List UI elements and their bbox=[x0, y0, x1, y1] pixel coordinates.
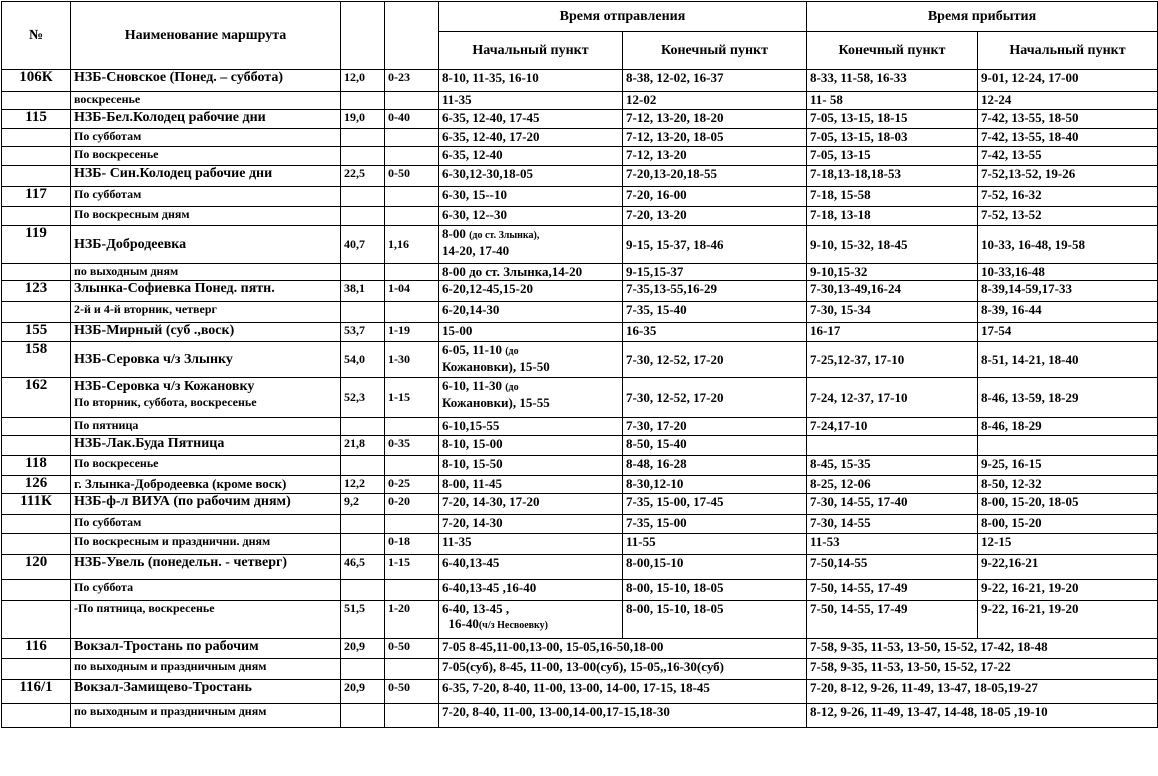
route-name-days: По вторник, суббота, воскресенье bbox=[74, 395, 257, 409]
arr-end-cell: 11- 58 bbox=[807, 92, 978, 110]
dep-start-cell: 8-00, 11-45 bbox=[439, 476, 623, 494]
header-arr-end: Конечный пункт bbox=[807, 32, 978, 70]
route-name: НЗБ-Увель (понедельн. - четверг) bbox=[71, 555, 341, 580]
route-number bbox=[2, 92, 71, 110]
dep-end-cell: 7-35,13-55,16-29 bbox=[623, 281, 807, 302]
route-distance bbox=[341, 418, 385, 436]
route-distance: 19,0 bbox=[341, 110, 385, 129]
route-duration: 1-15 bbox=[385, 555, 439, 580]
route-name: НЗБ-Бел.Колодец рабочие дни bbox=[71, 110, 341, 129]
route-distance: 20,9 bbox=[341, 680, 385, 704]
arr-start-cell: 8-39, 16-44 bbox=[978, 302, 1158, 323]
time-text: 6-40, 13-45 , bbox=[442, 601, 510, 616]
dep-end-cell: 7-35, 15-00, 17-45 bbox=[623, 494, 807, 515]
route-name: по выходным дням bbox=[71, 264, 341, 281]
route-duration: 1-30 bbox=[385, 342, 439, 378]
route-duration: 1-15 bbox=[385, 378, 439, 418]
arr-start-cell: 8-39,14-59,17-33 bbox=[978, 281, 1158, 302]
arr-start-cell: 8-46, 18-29 bbox=[978, 418, 1158, 436]
dep-start-cell: 6-30, 15--10 bbox=[439, 187, 623, 207]
dep-end-cell: 7-35, 15-00 bbox=[623, 515, 807, 534]
route-distance bbox=[341, 659, 385, 680]
arrival-times: 8-12, 9-26, 11-49, 13-47, 14-48, 18-05 ,19-10 bbox=[807, 704, 1158, 728]
route-number bbox=[2, 302, 71, 323]
dep-start-cell: 6-10,15-55 bbox=[439, 418, 623, 436]
time-text: 16-40 bbox=[448, 616, 479, 631]
dep-start-cell: 11-35 bbox=[439, 92, 623, 110]
arr-start-cell: 8-51, 14-21, 18-40 bbox=[978, 342, 1158, 378]
route-duration bbox=[385, 264, 439, 281]
dep-start-cell: 8-00 до ст. Злынка,14-20 bbox=[439, 264, 623, 281]
route-number: 111К bbox=[2, 494, 71, 515]
route-number bbox=[2, 580, 71, 601]
route-distance: 12,0 bbox=[341, 70, 385, 92]
departure-times: 7-05 8-45,11-00,13-00, 15-05,16-50,18-00 bbox=[439, 639, 807, 659]
route-duration: 0-50 bbox=[385, 166, 439, 187]
route-duration: 0-40 bbox=[385, 110, 439, 129]
route-distance: 53,7 bbox=[341, 323, 385, 342]
route-duration: 0-23 bbox=[385, 70, 439, 92]
arr-end-cell: 16-17 bbox=[807, 323, 978, 342]
route-duration: 1-04 bbox=[385, 281, 439, 302]
header-arrival: Время прибытия bbox=[807, 2, 1158, 32]
arrival-times: 7-58, 9-35, 11-53, 13-50, 15-52, 17-22 bbox=[807, 659, 1158, 680]
arr-start-cell: 9-22, 16-21, 19-20 bbox=[978, 580, 1158, 601]
header-dep-end: Конечный пункт bbox=[623, 32, 807, 70]
arr-start-cell: 8-00, 15-20, 18-05 bbox=[978, 494, 1158, 515]
arr-start-cell: 10-33,16-48 bbox=[978, 264, 1158, 281]
route-name: НЗБ-Добродеевка bbox=[71, 226, 341, 264]
arr-start-cell: 7-42, 13-55, 18-50 bbox=[978, 110, 1158, 129]
route-duration: 0-50 bbox=[385, 639, 439, 659]
arr-start-cell: 7-52,13-52, 19-26 bbox=[978, 166, 1158, 187]
route-number bbox=[2, 659, 71, 680]
arr-start-cell: 8-00, 15-20 bbox=[978, 515, 1158, 534]
arr-end-cell: 7-25,12-37, 17-10 bbox=[807, 342, 978, 378]
dep-start-cell bbox=[439, 226, 623, 264]
route-distance bbox=[341, 704, 385, 728]
dep-start-cell bbox=[439, 601, 623, 639]
dep-start-cell: 6-20,12-45,15-20 bbox=[439, 281, 623, 302]
route-duration bbox=[385, 704, 439, 728]
dep-end-cell: 7-35, 15-40 bbox=[623, 302, 807, 323]
arr-end-cell: 7-24, 12-37, 17-10 bbox=[807, 378, 978, 418]
route-number bbox=[2, 436, 71, 456]
route-distance: 21,8 bbox=[341, 436, 385, 456]
route-number: 158 bbox=[2, 342, 71, 378]
dep-start-cell: 11-35 bbox=[439, 534, 623, 555]
arr-start-cell: 9-22, 16-21, 19-20 bbox=[978, 601, 1158, 639]
route-name: по выходным и праздничным дням bbox=[71, 659, 341, 680]
route-duration: 0-18 bbox=[385, 534, 439, 555]
dep-start-cell: 8-10, 11-35, 16-10 bbox=[439, 70, 623, 92]
dep-end-cell: 8-48, 16-28 bbox=[623, 456, 807, 476]
arr-end-cell: 7-05, 13-15 bbox=[807, 147, 978, 166]
route-number bbox=[2, 207, 71, 226]
dep-end-cell: 11-55 bbox=[623, 534, 807, 555]
arr-start-cell: 9-01, 12-24, 17-00 bbox=[978, 70, 1158, 92]
dep-end-cell: 9-15, 15-37, 18-46 bbox=[623, 226, 807, 264]
route-duration: 0-35 bbox=[385, 436, 439, 456]
route-name: Вокзал-Тростань по рабочим bbox=[71, 639, 341, 659]
route-name: НЗБ-Сновское (Понед. – суббота) bbox=[71, 70, 341, 92]
arr-end-cell: 7-05, 13-15, 18-15 bbox=[807, 110, 978, 129]
time-note: (до bbox=[505, 382, 519, 393]
route-duration: 0-20 bbox=[385, 494, 439, 515]
route-duration bbox=[385, 302, 439, 323]
route-distance bbox=[341, 456, 385, 476]
dep-start-cell: 6-20,14-30 bbox=[439, 302, 623, 323]
arr-end-cell: 7-05, 13-15, 18-03 bbox=[807, 129, 978, 147]
dep-end-cell: 8-00, 15-10, 18-05 bbox=[623, 580, 807, 601]
route-distance bbox=[341, 129, 385, 147]
route-number: 123 bbox=[2, 281, 71, 302]
arr-end-cell: 11-53 bbox=[807, 534, 978, 555]
time-text: 8-00 bbox=[442, 226, 466, 241]
route-name: По пятница bbox=[71, 418, 341, 436]
arr-end-cell: 7-30, 14-55, 17-40 bbox=[807, 494, 978, 515]
route-name: 2-й и 4-й вторник, четверг bbox=[71, 302, 341, 323]
route-name: НЗБ-Лак.Буда Пятница bbox=[71, 436, 341, 456]
route-number: 162 bbox=[2, 378, 71, 418]
dep-end-cell: 7-20, 13-20 bbox=[623, 207, 807, 226]
arr-end-cell: 7-24,17-10 bbox=[807, 418, 978, 436]
arr-end-cell: 7-50, 14-55, 17-49 bbox=[807, 580, 978, 601]
route-name: По субботам bbox=[71, 515, 341, 534]
route-number: 126 bbox=[2, 476, 71, 494]
route-distance: 9,2 bbox=[341, 494, 385, 515]
dep-start-cell: 6-35, 12-40 bbox=[439, 147, 623, 166]
route-name: По воскресным и празднични. дням bbox=[71, 534, 341, 555]
time-text: Кожановки), 15-55 bbox=[442, 395, 550, 410]
arr-start-cell: 7-52, 16-32 bbox=[978, 187, 1158, 207]
dep-end-cell: 7-20,13-20,18-55 bbox=[623, 166, 807, 187]
arr-end-cell: 7-30,13-49,16-24 bbox=[807, 281, 978, 302]
time-text: Кожановки), 15-50 bbox=[442, 359, 550, 374]
arr-start-cell: 8-46, 13-59, 18-29 bbox=[978, 378, 1158, 418]
arr-start-cell: 7-42, 13-55 bbox=[978, 147, 1158, 166]
route-distance bbox=[341, 207, 385, 226]
route-number bbox=[2, 418, 71, 436]
route-distance: 46,5 bbox=[341, 555, 385, 580]
arr-end-cell: 8-45, 15-35 bbox=[807, 456, 978, 476]
time-note: (ч/з Несвоевку) bbox=[478, 620, 549, 631]
arr-end-cell: 7-18, 15-58 bbox=[807, 187, 978, 207]
time-text: 14-20, 17-40 bbox=[442, 243, 510, 258]
header-departure: Время отправления bbox=[439, 2, 807, 32]
schedule-table bbox=[1, 1, 1158, 728]
route-name: По воскресным дням bbox=[71, 207, 341, 226]
route-distance bbox=[341, 147, 385, 166]
route-distance bbox=[341, 302, 385, 323]
dep-start-cell: 6-35, 12-40, 17-20 bbox=[439, 129, 623, 147]
route-duration bbox=[385, 187, 439, 207]
route-distance: 20,9 bbox=[341, 639, 385, 659]
arr-start-cell: 12-24 bbox=[978, 92, 1158, 110]
route-distance: 54,0 bbox=[341, 342, 385, 378]
route-name: По суббота bbox=[71, 580, 341, 601]
dep-end-cell: 7-12, 13-20, 18-20 bbox=[623, 110, 807, 129]
route-duration bbox=[385, 129, 439, 147]
dep-start-cell bbox=[439, 342, 623, 378]
dep-end-cell: 7-30, 12-52, 17-20 bbox=[623, 342, 807, 378]
arr-start-cell: 8-50, 12-32 bbox=[978, 476, 1158, 494]
route-name: НЗБ- Син.Колодец рабочие дни bbox=[71, 166, 341, 187]
route-name: По воскресенье bbox=[71, 456, 341, 476]
arr-end-cell: 7-50,14-55 bbox=[807, 555, 978, 580]
dep-start-cell: 7-20, 14-30 bbox=[439, 515, 623, 534]
route-name: По субботам bbox=[71, 187, 341, 207]
header-route-name: Наименование маршрута bbox=[71, 2, 341, 70]
arr-end-cell: 8-33, 11-58, 16-33 bbox=[807, 70, 978, 92]
route-duration: 1-19 bbox=[385, 323, 439, 342]
dep-end-cell: 7-12, 13-20 bbox=[623, 147, 807, 166]
route-number: 106К bbox=[2, 70, 71, 92]
dep-end-cell: 8-00, 15-10, 18-05 bbox=[623, 601, 807, 639]
arrival-times: 7-58, 9-35, 11-53, 13-50, 15-52, 17-42, 18-48 bbox=[807, 639, 1158, 659]
route-duration: 1-20 bbox=[385, 601, 439, 639]
arr-end-cell: 7-30, 14-55 bbox=[807, 515, 978, 534]
route-duration bbox=[385, 92, 439, 110]
route-name: Вокзал-Замищево-Тростань bbox=[71, 680, 341, 704]
time-note: (до bbox=[505, 346, 519, 357]
arr-end-cell: 7-30, 15-34 bbox=[807, 302, 978, 323]
route-duration bbox=[385, 580, 439, 601]
route-distance bbox=[341, 534, 385, 555]
route-number bbox=[2, 515, 71, 534]
arr-start-cell: 7-52, 13-52 bbox=[978, 207, 1158, 226]
route-duration bbox=[385, 456, 439, 476]
departure-times: 6-35, 7-20, 8-40, 11-00, 13-00, 14-00, 17-15, 18-45 bbox=[439, 680, 807, 704]
route-number bbox=[2, 166, 71, 187]
route-name: -По пятница, воскресенье bbox=[71, 601, 341, 639]
dep-end-cell: 8-38, 12-02, 16-37 bbox=[623, 70, 807, 92]
route-name: НЗБ-Мирный (суб .,воск) bbox=[71, 323, 341, 342]
route-distance: 52,3 bbox=[341, 378, 385, 418]
route-number: 115 bbox=[2, 110, 71, 129]
dep-start-cell: 6-30,12-30,18-05 bbox=[439, 166, 623, 187]
route-name: по выходным и праздничным дням bbox=[71, 704, 341, 728]
route-number: 118 bbox=[2, 456, 71, 476]
dep-start-cell bbox=[439, 378, 623, 418]
dep-start-cell: 6-40,13-45 bbox=[439, 555, 623, 580]
arrival-times: 7-20, 8-12, 9-26, 11-49, 13-47, 18-05,19-27 bbox=[807, 680, 1158, 704]
route-distance bbox=[341, 580, 385, 601]
route-duration bbox=[385, 659, 439, 680]
departure-times: 7-05(суб), 8-45, 11-00, 13-00(суб), 15-05,,16-30(суб) bbox=[439, 659, 807, 680]
arr-end-cell: 7-18, 13-18 bbox=[807, 207, 978, 226]
route-number bbox=[2, 601, 71, 639]
arr-start-cell: 9-25, 16-15 bbox=[978, 456, 1158, 476]
route-distance: 12,2 bbox=[341, 476, 385, 494]
route-number bbox=[2, 264, 71, 281]
route-distance: 22,5 bbox=[341, 166, 385, 187]
route-distance bbox=[341, 92, 385, 110]
dep-start-cell: 8-10, 15-00 bbox=[439, 436, 623, 456]
route-number bbox=[2, 129, 71, 147]
arr-end-cell: 9-10,15-32 bbox=[807, 264, 978, 281]
route-distance bbox=[341, 264, 385, 281]
route-name: По субботам bbox=[71, 129, 341, 147]
arr-start-cell bbox=[978, 436, 1158, 456]
dep-end-cell: 7-12, 13-20, 18-05 bbox=[623, 129, 807, 147]
arr-start-cell: 17-54 bbox=[978, 323, 1158, 342]
dep-start-cell: 7-20, 14-30, 17-20 bbox=[439, 494, 623, 515]
route-distance: 40,7 bbox=[341, 226, 385, 264]
route-number: 116 bbox=[2, 639, 71, 659]
time-text: 6-05, 11-10 bbox=[442, 342, 502, 357]
dep-end-cell: 8-00,15-10 bbox=[623, 555, 807, 580]
arr-start-cell: 12-15 bbox=[978, 534, 1158, 555]
dep-start-cell: 15-00 bbox=[439, 323, 623, 342]
route-distance bbox=[341, 187, 385, 207]
arr-end-cell: 8-25, 12-06 bbox=[807, 476, 978, 494]
route-number bbox=[2, 534, 71, 555]
route-distance bbox=[341, 515, 385, 534]
route-distance: 51,5 bbox=[341, 601, 385, 639]
route-name-main: НЗБ-Серовка ч/з Кожановку bbox=[74, 379, 255, 394]
route-duration bbox=[385, 418, 439, 436]
time-text: 6-10, 11-30 bbox=[442, 378, 502, 393]
dep-start-cell: 6-30, 12--30 bbox=[439, 207, 623, 226]
route-number: 120 bbox=[2, 555, 71, 580]
dep-end-cell: 16-35 bbox=[623, 323, 807, 342]
dep-end-cell: 8-30,12-10 bbox=[623, 476, 807, 494]
route-duration: 1,16 bbox=[385, 226, 439, 264]
header-num: № bbox=[2, 2, 71, 70]
route-distance: 38,1 bbox=[341, 281, 385, 302]
header-dep-start: Начальный пункт bbox=[439, 32, 623, 70]
route-duration bbox=[385, 207, 439, 226]
route-number: 119 bbox=[2, 226, 71, 264]
route-name bbox=[71, 378, 341, 418]
dep-end-cell: 7-20, 16-00 bbox=[623, 187, 807, 207]
arr-end-cell bbox=[807, 436, 978, 456]
route-number bbox=[2, 704, 71, 728]
header-arr-start: Начальный пункт bbox=[978, 32, 1158, 70]
route-number bbox=[2, 147, 71, 166]
dep-start-cell: 6-35, 12-40, 17-45 bbox=[439, 110, 623, 129]
dep-end-cell: 9-15,15-37 bbox=[623, 264, 807, 281]
dep-end-cell: 7-30, 17-20 bbox=[623, 418, 807, 436]
route-name: НЗБ-ф-л ВИУА (по рабочим дням) bbox=[71, 494, 341, 515]
route-name: По воскресенье bbox=[71, 147, 341, 166]
route-duration: 0-50 bbox=[385, 680, 439, 704]
arr-end-cell: 7-50, 14-55, 17-49 bbox=[807, 601, 978, 639]
arr-start-cell: 7-42, 13-55, 18-40 bbox=[978, 129, 1158, 147]
route-duration bbox=[385, 515, 439, 534]
arr-start-cell: 10-33, 16-48, 19-58 bbox=[978, 226, 1158, 264]
arr-end-cell: 7-18,13-18,18-53 bbox=[807, 166, 978, 187]
time-note: (до ст. Злынка), bbox=[469, 230, 540, 241]
route-name: Злынка-Софиевка Понед. пятн. bbox=[71, 281, 341, 302]
dep-start-cell: 8-10, 15-50 bbox=[439, 456, 623, 476]
route-duration bbox=[385, 147, 439, 166]
route-name: НЗБ-Серовка ч/з Злынку bbox=[71, 342, 341, 378]
dep-end-cell: 12-02 bbox=[623, 92, 807, 110]
dep-end-cell: 8-50, 15-40 bbox=[623, 436, 807, 456]
route-duration: 0-25 bbox=[385, 476, 439, 494]
route-number: 117 bbox=[2, 187, 71, 207]
route-number: 116/1 bbox=[2, 680, 71, 704]
route-number: 155 bbox=[2, 323, 71, 342]
dep-start-cell: 6-40,13-45 ,16-40 bbox=[439, 580, 623, 601]
header-distance bbox=[341, 2, 385, 70]
route-name: воскресенье bbox=[71, 92, 341, 110]
departure-times: 7-20, 8-40, 11-00, 13-00,14-00,17-15,18-30 bbox=[439, 704, 807, 728]
dep-end-cell: 7-30, 12-52, 17-20 bbox=[623, 378, 807, 418]
header-duration bbox=[385, 2, 439, 70]
arr-end-cell: 9-10, 15-32, 18-45 bbox=[807, 226, 978, 264]
route-name: г. Злынка-Добродеевка (кроме воск) bbox=[71, 476, 341, 494]
arr-start-cell: 9-22,16-21 bbox=[978, 555, 1158, 580]
